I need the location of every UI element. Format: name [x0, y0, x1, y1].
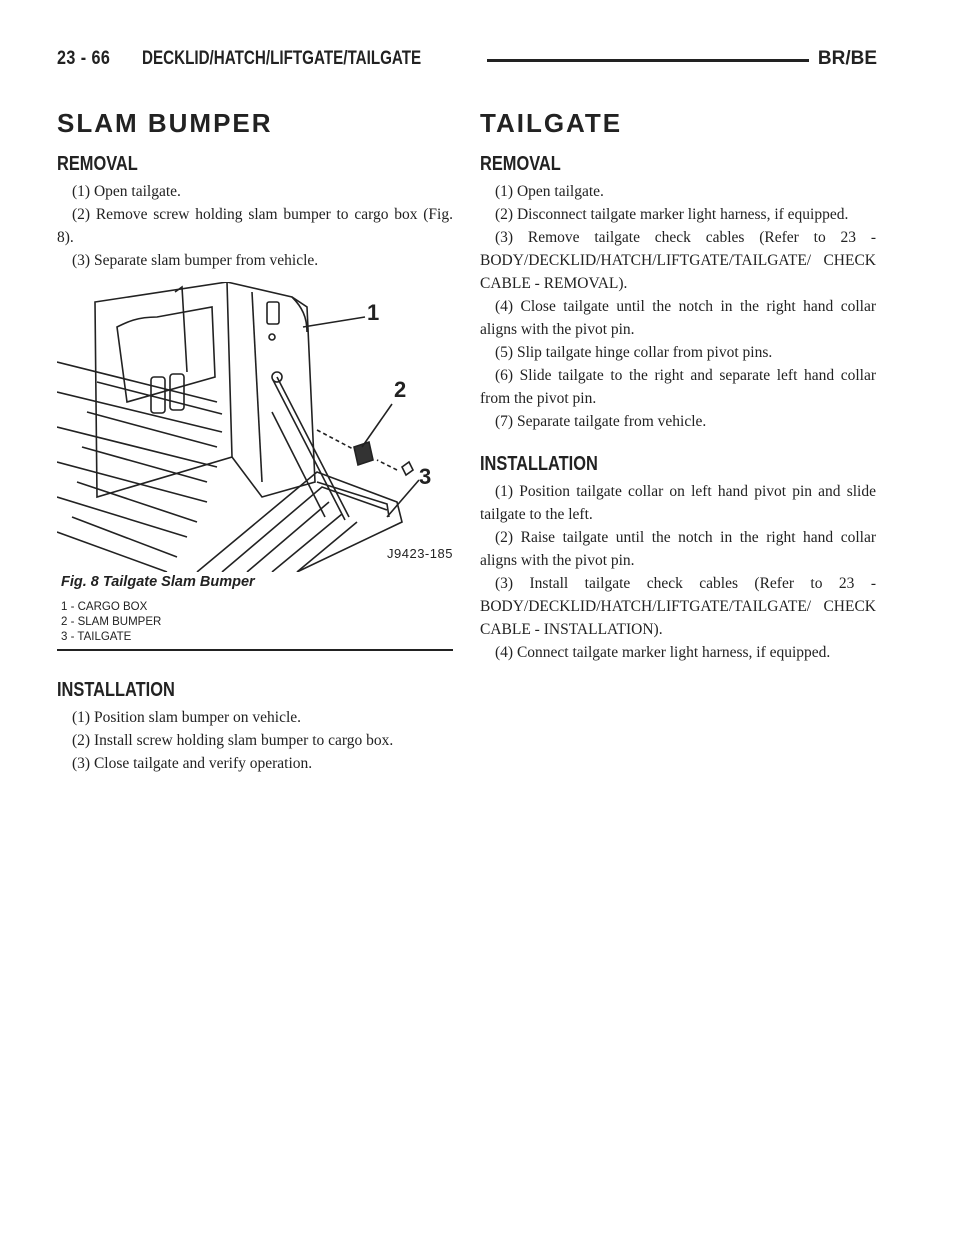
step: (1) Position slam bumper on vehicle.	[72, 709, 302, 726]
left-column	[57, 108, 453, 775]
step: (7) Separate tailgate from vehicle.	[495, 413, 707, 430]
right-column	[480, 108, 876, 664]
figure-caption: Fig. 8 Tailgate Slam Bumper	[61, 574, 255, 590]
callout-3: 3	[419, 464, 432, 489]
header-rule	[487, 59, 809, 62]
legend-item: 3 - TAILGATE	[61, 631, 132, 643]
step: (2) Raise tailgate until the notch in the right hand collar aligns with the pivot pin.	[480, 529, 876, 569]
callout-1: 1	[367, 300, 380, 325]
step: (5) Slip tailgate hinge collar from pivot pins.	[495, 344, 773, 361]
page-header	[57, 46, 877, 76]
slam-bumper-removal-heading: REMOVAL	[57, 153, 138, 175]
legend-item: 1 - CARGO BOX	[61, 601, 148, 613]
step: (1) Open tailgate.	[72, 183, 181, 200]
step: (4) Close tailgate until the notch in the right hand collar aligns with the pivot pin.	[480, 298, 876, 338]
model-code: BR/BE	[817, 48, 877, 69]
step: (2) Disconnect tailgate marker light harness, if equipped.	[495, 206, 849, 223]
tailgate-title: TAILGATE	[480, 108, 623, 138]
step: (3) Remove tailgate check cables (Refer to 23 - BODY/DECKLID/HATCH/LIFTGATE/TAILGATE/ CHECK CABLE - REMOVAL).	[480, 229, 876, 292]
figure-rule	[57, 649, 453, 651]
slam-bumper-title: SLAM BUMPER	[57, 108, 273, 138]
step: (6) Slide tailgate to the right and separate left hand collar from the pivot pin.	[480, 367, 876, 407]
step: (3) Install tailgate check cables (Refer to 23 - BODY/DECKLID/HATCH/LIFTGATE/TAILGATE/ CHECK CABLE - INSTALLATION).	[480, 575, 876, 638]
tailgate-illustration	[57, 282, 453, 572]
tailgate-installation-heading: INSTALLATION	[480, 453, 598, 475]
step: (4) Connect tailgate marker light harness, if equipped.	[495, 644, 831, 661]
figure-tailgate-slam-bumper	[57, 282, 453, 572]
slam-bumper-installation-heading: INSTALLATION	[57, 679, 175, 701]
legend-item: 2 - SLAM BUMPER	[61, 616, 162, 628]
section-title: DECKLID/HATCH/LIFTGATE/TAILGATE	[142, 48, 422, 69]
step: (2) Remove screw holding slam bumper to cargo box (Fig. 8).	[57, 206, 453, 246]
page-number: 23 - 66	[57, 48, 111, 69]
step: (3) Close tailgate and verify operation.	[72, 755, 313, 772]
callout-2: 2	[394, 377, 407, 402]
figure-code: J9423-185	[387, 546, 453, 561]
step: (2) Install screw holding slam bumper to cargo box.	[72, 732, 394, 749]
step: (3) Separate slam bumper from vehicle.	[72, 252, 319, 269]
step: (1) Open tailgate.	[495, 183, 604, 200]
step: (1) Position tailgate collar on left hand pivot pin and slide tailgate to the left.	[480, 483, 876, 523]
tailgate-removal-heading: REMOVAL	[480, 153, 561, 175]
